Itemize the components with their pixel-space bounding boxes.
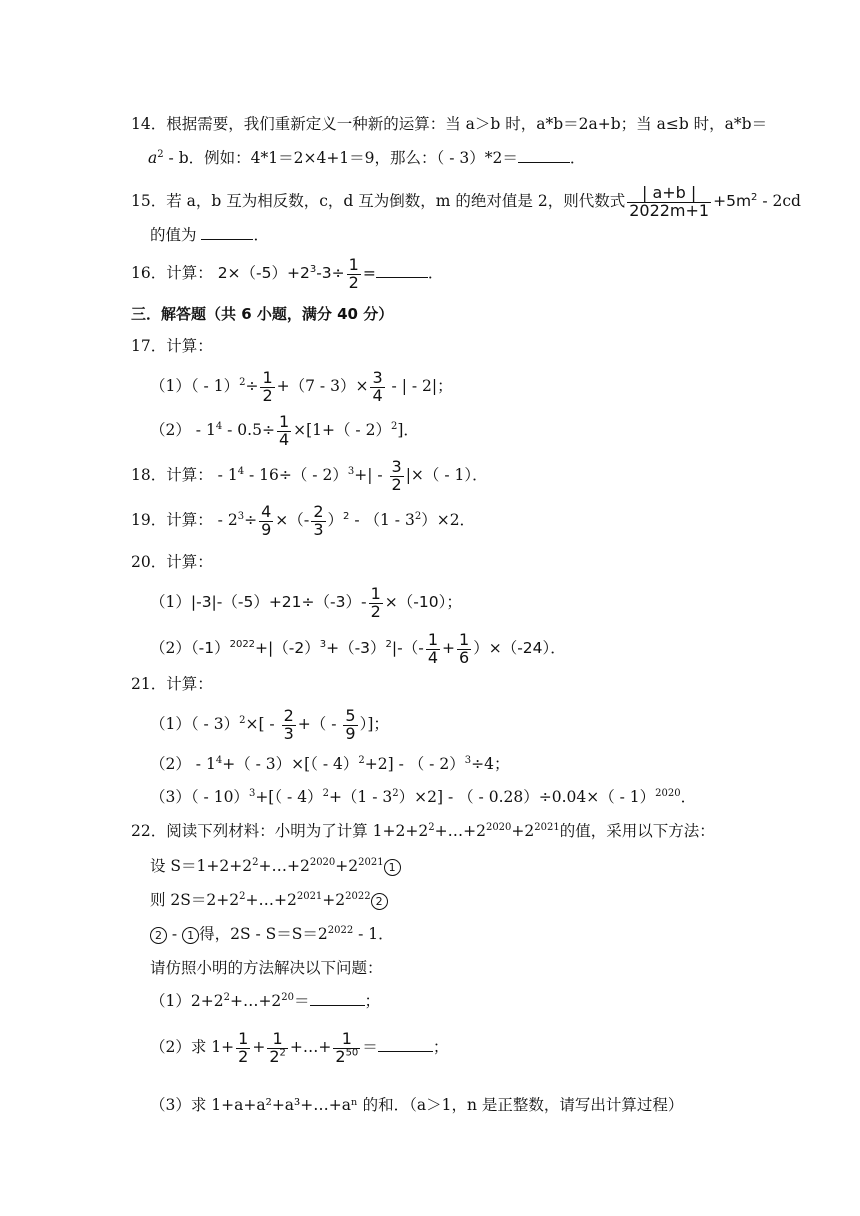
q17-p2-exp2: 2 <box>390 420 398 432</box>
q20-p2-a: （2） <box>150 639 191 657</box>
q19-exp1: 3 <box>237 510 245 522</box>
q20-label: 计算： <box>166 553 213 571</box>
q19-f1d: 9 <box>261 519 272 539</box>
q22-s1-b: +…+2 <box>258 857 310 875</box>
q14-period: ． <box>569 149 586 167</box>
q22-s1-c: +2 <box>335 857 359 875</box>
q16-expr-a: 2×（-5）+2 <box>217 264 310 282</box>
q20-p1-a: （1） <box>150 593 191 611</box>
q17-p1-frac1 <box>260 367 274 405</box>
q14-answer-blank[interactable] <box>518 150 570 163</box>
q19-b: ÷ <box>244 511 258 529</box>
q19-number: 19． <box>131 511 167 529</box>
q17-p1-d: - | - 2|； <box>386 377 453 395</box>
q21-part3 <box>150 786 696 808</box>
q21-p3-exp1: 3 <box>248 787 256 799</box>
q22-p2-a: （2）求 1+ <box>150 1038 235 1056</box>
q20-p2-e: |-（- <box>391 639 424 657</box>
q19-exp2: 2 <box>343 510 350 522</box>
q21-part1 <box>150 704 389 744</box>
q22-intro-d: 的值，采用以下方法： <box>559 822 715 840</box>
q20-part2 <box>150 628 566 668</box>
q21-title <box>131 673 213 695</box>
q22-p2-f2d: 2 <box>269 1046 280 1066</box>
q22-p2-f3d-wrap <box>333 1048 360 1066</box>
q22-p1-end: ； <box>364 992 381 1010</box>
q20-p2-f1n: 1 <box>427 629 439 649</box>
q22-s2-exp1: 2 <box>239 890 246 902</box>
q19-frac1 <box>259 501 273 539</box>
q22-s2-a: 则 2S＝2+2 <box>150 891 240 909</box>
q15-line1 <box>131 178 801 224</box>
q17-p2-d: ]． <box>397 421 419 439</box>
q17-p2-fd: 4 <box>278 429 290 449</box>
q18-line <box>131 455 488 495</box>
q17-p1-frac2 <box>370 367 384 405</box>
q22-s3-minus: - <box>167 925 183 943</box>
q22-s2-exp2: 2021 <box>296 890 323 902</box>
q21-p3-exp3: 2 <box>392 787 399 799</box>
q15-term2: - 2cd <box>757 192 801 210</box>
q22-step3 <box>150 923 394 945</box>
q19-e: - （1 - 3 <box>349 511 415 529</box>
q22-part2 <box>150 1025 448 1069</box>
q22-step2 <box>150 889 388 911</box>
q14-line2 <box>148 147 585 169</box>
q21-p3-c: +（1 - 3 <box>328 788 393 806</box>
q17-p1-f2d: 4 <box>372 385 383 405</box>
q18-c: +| - <box>354 466 388 484</box>
section-3-heading: 三．解答题（共 6 小题，满分 40 分） <box>131 305 394 323</box>
q21-p1-d: ）]； <box>359 715 389 733</box>
q21-p3-exp2: 2 <box>322 787 329 799</box>
q22-p2-f1n: 1 <box>238 1028 249 1048</box>
q21-p3-e: ． <box>680 788 697 806</box>
q14-text: 根据需要，我们重新定义一种新的运算：当 a＞b 时，a*b＝2a+b；当 a≤b 时，a*b＝ <box>166 115 768 133</box>
q21-p1-frac2 <box>343 705 357 743</box>
q20-p1-b: |-3|-（-5）+21÷（-3）- <box>190 593 367 611</box>
q15-fraction <box>627 182 711 220</box>
q22-p2-f2d-wrap <box>267 1048 288 1066</box>
q22-intro-exp3: 2021 <box>534 821 560 833</box>
q22-s2-exp3: 2022 <box>345 890 371 902</box>
q22-p2-f3n: 1 <box>341 1028 352 1048</box>
q21-p2-b: +（ - 3）×[（ - 4） <box>222 755 359 773</box>
q20-p2-exp1: 2022 <box>229 638 256 650</box>
q19-f2n: 2 <box>313 501 324 521</box>
q22-intro <box>131 820 715 842</box>
q19-f1n: 4 <box>261 501 272 521</box>
q22-s2-b: +…+2 <box>245 891 297 909</box>
q20-p1-fd: 2 <box>370 601 381 621</box>
q19-line <box>131 500 475 540</box>
q16-prefix: 计算： <box>166 264 213 282</box>
q17-number: 17． <box>131 337 167 355</box>
q20-p2-plus: + <box>442 639 456 657</box>
q22-s1-exp1: 2 <box>252 856 259 868</box>
q16-frac-den: 2 <box>348 272 359 292</box>
q21-p1-f2d: 9 <box>345 723 356 743</box>
q21-p2-a: （2） - 1 <box>150 755 216 773</box>
q21-p1-f2n: 5 <box>345 705 356 725</box>
q14-number: 14． <box>131 115 167 133</box>
q15-text: 若 a，b 互为相反数，c，d 互为倒数，m 的绝对值是 2，则代数式 <box>166 192 626 210</box>
q22-s3-exp: 2022 <box>327 924 354 936</box>
q19-d: ） <box>327 511 344 529</box>
q17-p1-f1d: 2 <box>262 385 273 405</box>
q18-d: |×（ - 1）． <box>405 466 488 484</box>
q17-p1-exp: 2 <box>239 376 246 388</box>
q22-s3-c: - 1． <box>353 925 394 943</box>
q17-part2 <box>150 410 419 450</box>
q17-p2-a: （2） - 1 <box>150 421 216 439</box>
q21-p2-exp1: 4 <box>215 754 223 766</box>
q16-expr-b: -3÷ <box>316 264 345 282</box>
q22-s1-exp3: 2021 <box>358 856 384 868</box>
q17-p2-fn: 1 <box>278 411 290 431</box>
q22-instruction: 请仿照小明的方法解决以下问题： <box>150 959 383 977</box>
q21-p2-exp3: 3 <box>464 754 472 766</box>
q15-line2 <box>150 224 269 246</box>
q21-label: 计算： <box>166 675 213 693</box>
q22-step1 <box>150 855 401 877</box>
q22-p2-frac3 <box>333 1028 360 1066</box>
q17-p1-f1n: 1 <box>262 367 273 387</box>
q16-period: ． <box>427 264 444 282</box>
q15-label: 的值为 <box>150 226 197 244</box>
q22-p1-answer-blank[interactable] <box>310 993 365 1006</box>
q22-p1-a: （1）2+2 <box>150 992 224 1010</box>
q22-intro-a: 阅读下列材料：小明为了计算 1+2+2 <box>166 822 429 840</box>
q21-p2-d: ÷4； <box>471 755 510 773</box>
q17-p2-exp1: 4 <box>215 420 223 432</box>
q17-p2-frac <box>277 411 291 449</box>
q18-fraction <box>390 456 404 494</box>
q22-p1-b: +…+2 <box>229 992 282 1010</box>
q19-c: ×（- <box>275 511 310 529</box>
q21-p2-c: +2] - （ - 2） <box>364 755 465 773</box>
circled-one-marker-ref: 1 <box>182 927 199 944</box>
q22-p2-c: ＝ <box>362 1038 378 1056</box>
q20-p2-f1d: 4 <box>427 647 439 667</box>
q22-p2-answer-blank[interactable] <box>378 1039 433 1052</box>
q20-p2-exp3: 2 <box>385 638 392 650</box>
q22-p2-f2-exp: 2 <box>279 1047 286 1059</box>
q17-p2-c: ×[1+（ - 2） <box>293 421 391 439</box>
q21-p3-d: ）×2] - （ - 0.28）÷0.04×（ - 1） <box>398 788 656 806</box>
q17-p1-a: （1）（ - 1） <box>150 377 240 395</box>
q22-p2-f3-exp: 50 <box>345 1047 359 1059</box>
q17-p1-f2n: 3 <box>372 367 383 387</box>
q20-p2-d: +（-3） <box>326 639 386 657</box>
q22-intro-exp1: 2 <box>428 821 435 833</box>
q18-b: - 16÷（ - 2） <box>244 466 348 484</box>
q15-frac-num: | a+b | <box>641 182 697 202</box>
circled-one-marker: 1 <box>384 859 401 876</box>
q14-line1 <box>131 113 767 135</box>
q16-equals: = <box>362 264 376 282</box>
q22-p1-exp2: 20 <box>281 991 295 1003</box>
circled-two-marker-ref: 2 <box>150 927 167 944</box>
q21-number: 21． <box>131 675 167 693</box>
q20-number: 20． <box>131 553 167 571</box>
q17-p2-b: - 0.5÷ <box>222 421 275 439</box>
q16-frac-num: 1 <box>348 254 359 274</box>
q17-label: 计算： <box>166 337 213 355</box>
q22-p2-f2n: 1 <box>272 1028 283 1048</box>
q20-p2-f2n: 1 <box>459 629 470 649</box>
q21-p3-exp4: 2020 <box>655 787 681 799</box>
q22-p2-b: +…+ <box>289 1038 332 1056</box>
q20-p1-c: ×（-10）； <box>384 593 462 611</box>
q22-p2-f3d: 2 <box>335 1046 346 1066</box>
q20-p2-b: （-1） <box>190 639 230 657</box>
q19-a: 计算： - 2 <box>166 511 238 529</box>
q22-s3-b: 得，2S - S＝S＝2 <box>199 925 328 943</box>
q17-p1-b: ÷ <box>245 377 259 395</box>
q22-s1-exp2: 2020 <box>309 856 336 868</box>
q20-title <box>131 551 213 573</box>
q16-exp: 3 <box>309 263 317 275</box>
q16-fraction <box>347 254 361 292</box>
q20-p2-frac1 <box>426 629 440 667</box>
circled-two-marker: 2 <box>371 893 388 910</box>
q21-p1-exp: 2 <box>239 714 246 726</box>
q15-period: ． <box>253 226 269 244</box>
q22-p2-frac2 <box>267 1028 288 1066</box>
q22-intro-exp2: 2020 <box>485 821 512 833</box>
q20-p2-exp2: 3 <box>319 638 327 650</box>
q21-p1-f1n: 2 <box>283 705 294 725</box>
q21-p1-frac1 <box>282 705 296 743</box>
q21-part2 <box>150 753 509 775</box>
q22-p1-c: ＝ <box>294 992 310 1010</box>
q18-exp2: 3 <box>347 465 355 477</box>
q21-p2-exp2: 2 <box>358 754 365 766</box>
q18-fd: 2 <box>391 474 402 494</box>
q18-number: 18． <box>131 466 167 484</box>
q22-p2-end: ； <box>432 1038 449 1056</box>
q20-p1-frac <box>369 583 383 621</box>
q22-intro-c: +2 <box>511 822 535 840</box>
q17-title <box>131 335 213 357</box>
q18-fn: 3 <box>391 456 402 476</box>
q20-p2-f2d: 6 <box>459 647 470 667</box>
q17-part1 <box>150 366 453 406</box>
q21-p1-c: +（ - <box>297 715 342 733</box>
q14-var-a: a <box>148 149 158 167</box>
q19-f2d: 3 <box>313 519 324 539</box>
q21-p1-b: ×[ - <box>245 715 280 733</box>
q16-answer-blank[interactable] <box>376 265 428 278</box>
q19-exp3: 2 <box>414 510 422 522</box>
q15-term: +5m <box>713 192 752 210</box>
q16-number: 16． <box>131 264 167 282</box>
q20-part1 <box>150 582 462 622</box>
q15-frac-den: 2022m+1 <box>629 200 710 220</box>
q15-answer-blank[interactable] <box>201 227 253 240</box>
q22-p2-frac1 <box>236 1028 250 1066</box>
q22-p1-exp1: 2 <box>223 991 230 1003</box>
q15-exp: 2 <box>751 191 758 203</box>
q21-p1-f1d: 3 <box>283 723 294 743</box>
q18-exp1: 4 <box>237 465 245 477</box>
q21-p3-a: （3）（ - 10） <box>150 788 249 806</box>
q22-part3: （3）求 1+a+a²+a³+…+aⁿ 的和．（a＞1，n 是正整数，请写出计算过程） <box>150 1096 684 1114</box>
q22-s2-c: +2 <box>322 891 346 909</box>
q20-p2-frac2 <box>457 629 471 667</box>
q21-p3-b: +[（ - 4） <box>255 788 323 806</box>
q14-exp: 2 <box>157 148 164 160</box>
q22-part1 <box>150 990 380 1012</box>
q19-frac2 <box>311 501 325 539</box>
q20-p2-g: ）×（-24）． <box>473 639 566 657</box>
q21-p1-a: （1）（ - 3） <box>150 715 240 733</box>
q22-p2-plus: + <box>252 1038 266 1056</box>
q19-f: ）×2． <box>421 511 476 529</box>
q18-a: 计算： - 1 <box>166 466 238 484</box>
q17-p1-c: +（7 - 3）× <box>276 377 369 395</box>
q15-number: 15． <box>131 192 167 210</box>
q22-intro-b: +…+2 <box>434 822 486 840</box>
q16-line <box>131 253 443 293</box>
q22-p2-f1d: 2 <box>238 1046 249 1066</box>
q20-p2-c: +|（-2） <box>255 639 320 657</box>
q22-number: 22． <box>131 822 167 840</box>
q20-p1-fn: 1 <box>370 583 381 603</box>
q14-example: - b．例如：4*1＝2×4+1＝9，那么：（ - 3）*2＝ <box>163 149 518 167</box>
q22-s1-a: 设 S＝1+2+2 <box>150 857 253 875</box>
